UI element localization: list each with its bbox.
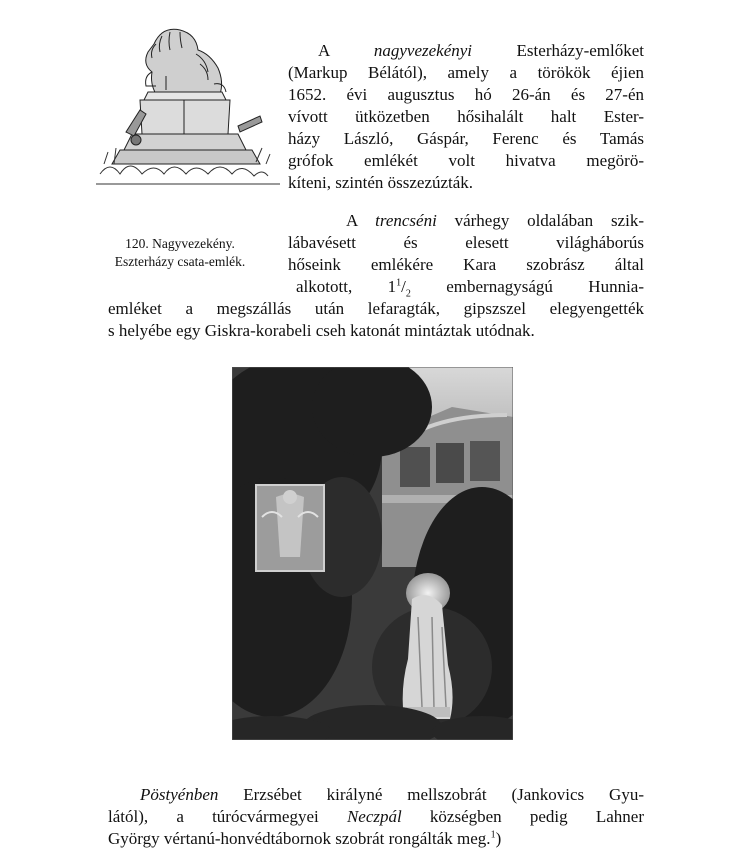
caption-line-2: Eszterházy csata-emlék. <box>114 254 246 269</box>
text-line: A nagyvezekényi Esterházy-emlőket <box>318 41 644 60</box>
statue-photograph <box>232 367 513 740</box>
paragraph-trencsen-continued <box>108 298 644 342</box>
text-line: hőseink emlékére Kara szobrász által <box>288 255 644 274</box>
caption-line-1: 120. Nagyvezekény. <box>125 236 235 251</box>
paragraph-trencsen <box>288 210 644 298</box>
text-line: lától), a túrócvármegyei Neczpál községben pedig Lahner <box>108 807 644 826</box>
text-line: alkotott, $1^1/_2$ embernagyságú Hunnia- <box>296 277 644 300</box>
text-line: kíteni, szintén összezúzták. <box>288 173 474 192</box>
lion-monument-illustration <box>96 14 280 194</box>
text-line: lábavésett és elesett világháborús <box>288 233 644 252</box>
text-line: grófok emlékét volt hivatva megörö- <box>288 151 644 170</box>
text-line: s helyébe egy Giskra-korabeli cseh katonát mintáztak utódnak. <box>108 321 535 340</box>
text-line: (Markup Bélától), amely a törökök éjien <box>288 63 644 82</box>
text-line: György vértanú-honvédtábornok szobrát rongálták meg.$^1$) <box>108 829 502 848</box>
text-line: vívott ütközetben hősihalált halt Ester- <box>288 107 644 126</box>
text-line: A trencséni várhegy oldalában szik- <box>346 211 644 230</box>
text-line: házy László, Gáspár, Ferenc és Tamás <box>288 129 644 148</box>
paragraph-postyen <box>108 784 644 850</box>
text-line: Pöstyénben Erzsébet királyné mellszobrát (Jankovics Gyu- <box>140 785 644 804</box>
text-line: 1652. évi augusztus hó 26-án és 27-én <box>288 85 644 104</box>
figure-caption <box>100 235 260 271</box>
paragraph-nagyvezeny <box>288 40 644 194</box>
text-line: emléket a megszállás után lefaragták, gipszszel elegyengették <box>108 299 644 318</box>
